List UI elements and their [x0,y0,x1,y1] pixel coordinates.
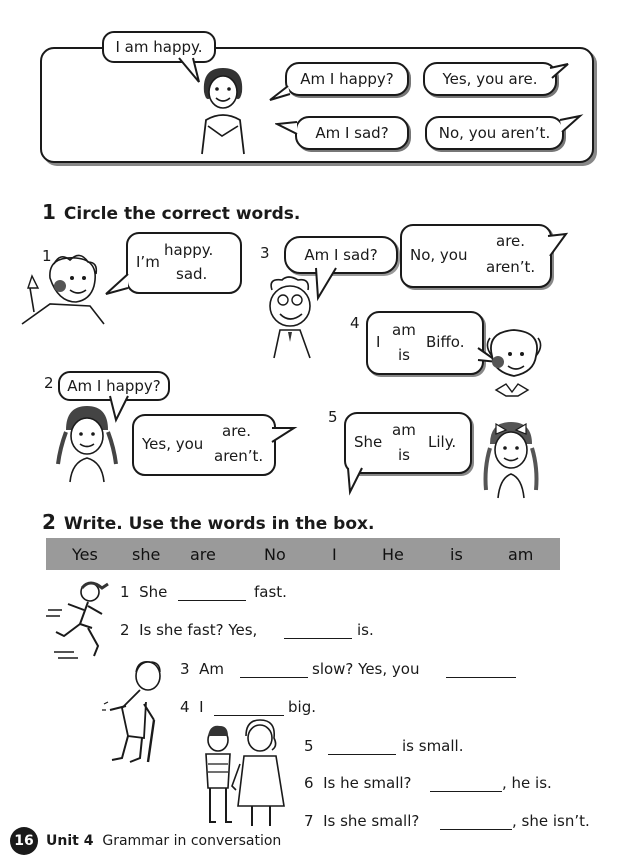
answer-blank[interactable] [214,715,284,716]
example-question-1: Am I happy? [285,62,409,96]
bubble-tail [556,114,584,136]
item-4-bubble: I am is Biffo. [366,311,484,375]
example-answer-2: No, you aren’t. [425,116,564,150]
bubble-tail [546,62,572,84]
answer-blank[interactable] [446,677,516,678]
exercise-2-line-5: 5 [304,737,314,755]
word-box-item: are [190,545,216,564]
item-5-bubble: She am is Lily. [344,412,472,474]
bubble-tail [268,84,294,104]
word-box-item: Yes [72,545,98,564]
item-number: 2 [44,374,54,392]
exercise-2-line-7: 7 Is she small? [304,812,420,830]
bubble-tail [104,272,132,298]
section-1-heading [42,200,300,224]
item-number: 4 [350,314,360,332]
exercise-2-line-6: 6 Is he small? [304,774,412,792]
answer-blank[interactable] [284,638,352,639]
section-number: 1 [42,200,56,224]
section-title: Circle the correct words. [63,204,301,224]
girl-braids-illustration [52,402,122,484]
section-title: Write. Use the words in the box. [63,514,375,534]
bubble-tail [268,424,298,448]
word-box-item: is [450,545,463,564]
page-number-badge: 16 [10,827,38,855]
girl-example-illustration [192,62,254,156]
item-1-bubble: I’m happy. sad. [126,232,242,294]
item-2-answer-bubble: Yes, you are. aren’t. [132,414,276,476]
word-box [46,538,560,570]
example-question-2: Am I sad? [295,116,409,150]
exercise-2-line-2: 2 Is she fast? Yes, [120,621,258,639]
exercise-2-line-1: 1 She [120,583,168,601]
item-number: 3 [260,244,270,262]
answer-blank[interactable] [430,791,502,792]
word-box-item: I [332,545,337,564]
answer-blank[interactable] [240,677,308,678]
bubble-tail [275,118,301,140]
footer-unit: Unit 4 Grammar in conversation [46,833,282,849]
word-box-item: He [382,545,404,564]
example-speech-text: I am happy. [115,38,203,56]
example-answer-1: Yes, you are. [423,62,557,96]
section-number: 2 [42,510,56,534]
running-girl-illustration [44,580,114,662]
section-2-heading [42,510,374,534]
answer-blank[interactable] [440,829,512,830]
old-man-illustration [258,276,324,360]
item-number: 1 [42,247,52,265]
answer-blank[interactable] [328,754,396,755]
boy-and-woman-illustration [196,716,292,832]
clown-illustration [20,248,110,328]
item-number: 5 [328,408,338,426]
item-3-answer-bubble: No, you are. aren’t. [400,224,552,288]
bubble-tail [346,466,368,496]
word-box-item: am [508,545,534,564]
exercise-2-line-3: 3 Am [180,660,224,678]
word-box-item: she [132,545,161,564]
clown-biffo-illustration [482,326,546,402]
exercise-2-line-4: 4 I [180,698,204,716]
answer-blank[interactable] [178,600,246,601]
item-3-question-bubble: Am I sad? [284,236,398,274]
item-2-question-bubble: Am I happy? [58,371,170,401]
word-box-item: No [264,545,286,564]
old-man-cane-illustration [100,658,170,766]
girl-lily-illustration [478,418,544,500]
bubble-tail [544,232,570,260]
